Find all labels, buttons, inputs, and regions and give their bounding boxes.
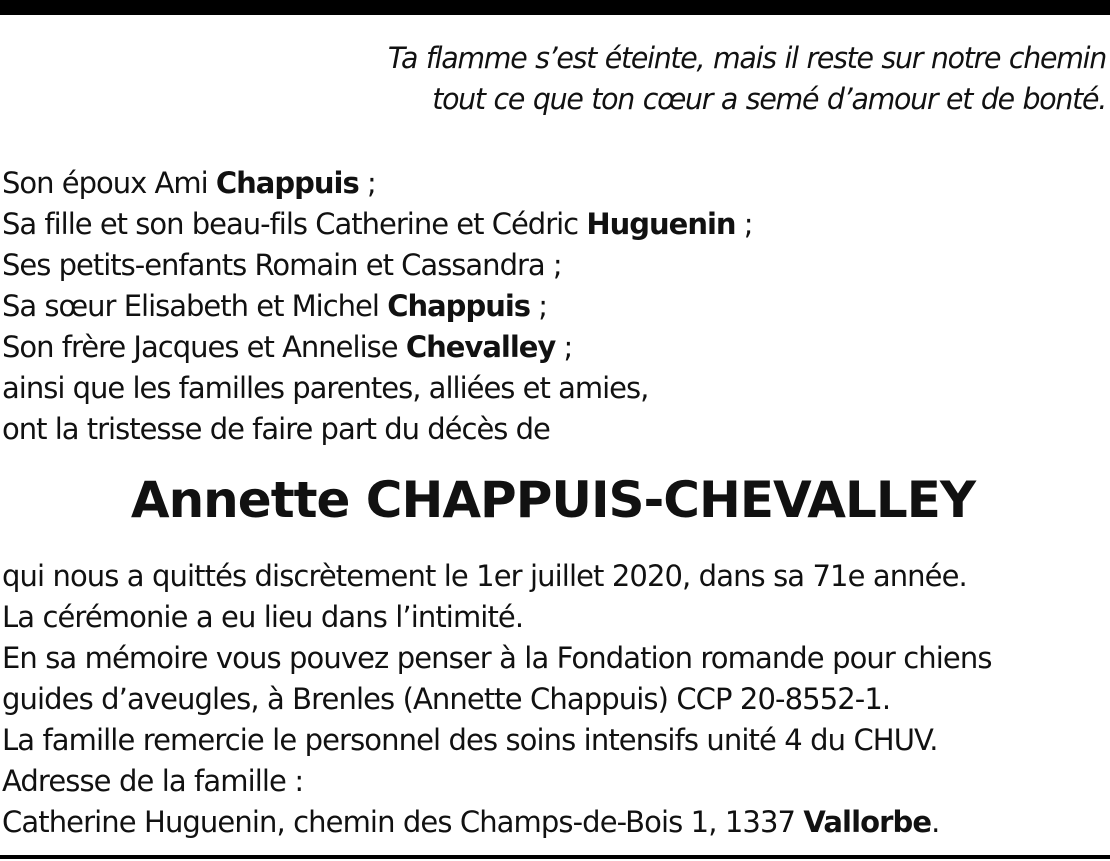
family-line: Sa fille et son beau-fils Catherine et Cédric Huguenin ; bbox=[2, 207, 753, 241]
details-text bbox=[2, 556, 992, 843]
family-line: Ses petits-enfants Romain et Cassandra ; bbox=[2, 248, 562, 282]
poem-line: Ta flamme s’est éteinte, mais il reste sur notre chemin bbox=[387, 41, 1107, 75]
family-line: ont la tristesse de faire part du décès de bbox=[2, 412, 550, 446]
address-line: Catherine Huguenin, chemin des Champs-de-Bois 1, 1337 Vallorbe. bbox=[2, 805, 940, 839]
poem-quote bbox=[126, 38, 1106, 120]
details-line: guides d’aveugles, à Brenles (Annette Chappuis) CCP 20-8552-1. bbox=[2, 682, 891, 716]
family-list bbox=[2, 163, 753, 450]
details-line: Adresse de la famille : bbox=[2, 764, 304, 798]
family-line: ainsi que les familles parentes, alliées et amies, bbox=[2, 371, 649, 405]
family-line: Son époux Ami Chappuis ; bbox=[2, 166, 376, 200]
family-line: Sa sœur Elisabeth et Michel Chappuis ; bbox=[2, 289, 548, 323]
details-line: qui nous a quittés discrètement le 1er juillet 2020, dans sa 71e année. bbox=[2, 559, 967, 593]
deceased-name: Annette CHAPPUIS-CHEVALLEY bbox=[130, 471, 976, 529]
details-line: La famille remercie le personnel des soins intensifs unité 4 du CHUV. bbox=[2, 723, 938, 757]
bottom-rule bbox=[0, 855, 1110, 859]
top-rule bbox=[0, 0, 1110, 15]
family-line: Son frère Jacques et Annelise Chevalley ; bbox=[2, 330, 573, 364]
poem-line: tout ce que ton cœur a semé d’amour et de bonté. bbox=[432, 82, 1106, 116]
details-line: En sa mémoire vous pouvez penser à la Fondation romande pour chiens bbox=[2, 641, 992, 675]
details-line: La cérémonie a eu lieu dans l’intimité. bbox=[2, 600, 524, 634]
